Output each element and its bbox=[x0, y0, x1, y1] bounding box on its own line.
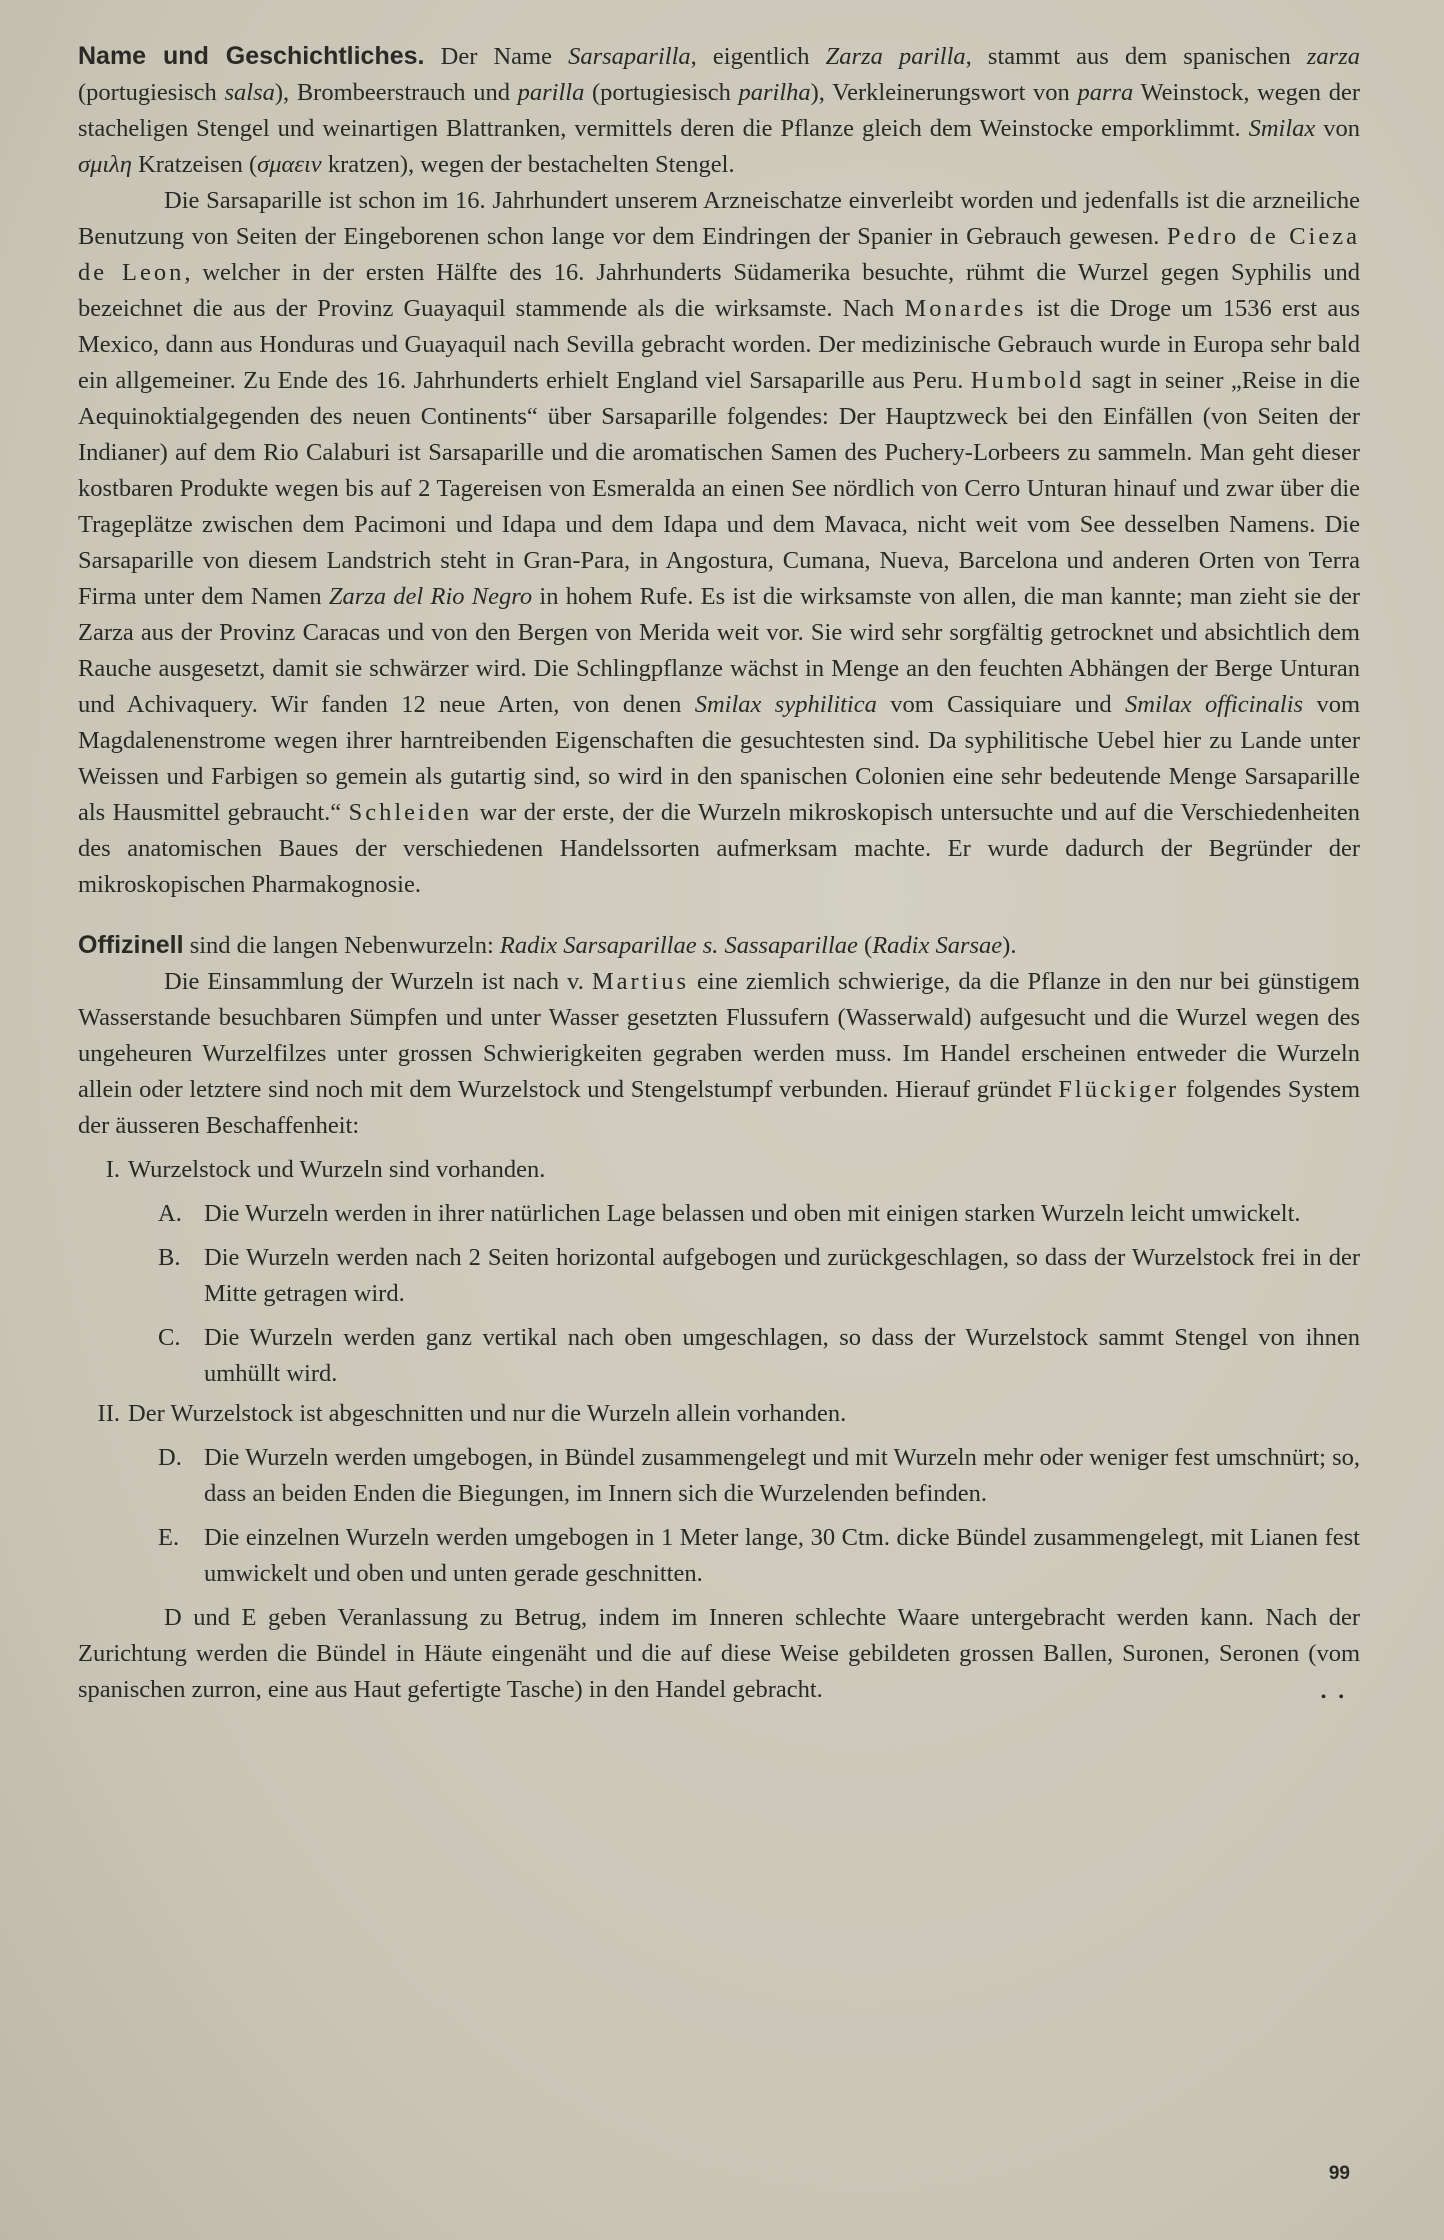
text-run: vom Cassiquiare und bbox=[876, 691, 1125, 718]
text-run: eine ziemlich schwierige, da die Pflanze in den nur bei günstigem Wasserstande besuchbaren Sümpfen und unter Wasser gesetzten Flussufern (Wasserwald) aufgesucht und die Wurzel wegen des ungeheuren Wurzelfilzes unter grossen Schwierigkeiten gegraben werden muss. Im Handel erscheinen entweder die Wurzeln allein oder letztere sind noch mit dem Wurzelstock und Stengelstumpf verbunden. Hierauf gründet bbox=[78, 968, 1360, 1103]
text-run: folgendes System der äusseren Beschaffenheit: bbox=[78, 1076, 1360, 1139]
list-item-D bbox=[78, 1440, 1360, 1512]
italic-term: Radix Sarsae bbox=[872, 932, 1003, 959]
paragraph-betrug: D und E geben Veranlassung zu Betrug, indem im Inneren schlechte Waare untergebracht werden kann. Nach der Zurichtung werden die Bündel in Häute eingenäht und die auf diese Weise gebildeten grossen Ballen, Suronen, Seronen (vom spanischen zurron, eine aus Haut gefertigte Tasche) in den Handel gebracht. bbox=[78, 1604, 1360, 1703]
spaced-name: Pedro de Cieza de Leon bbox=[78, 223, 1360, 286]
section-heading-offizinell: Offizinell bbox=[78, 931, 184, 959]
text-run: ), Verkleinerungswort von bbox=[810, 79, 1078, 106]
list-text: Die Wurzeln werden umgebogen, in Bündel zusammengelegt und mit Wurzeln mehr oder weniger fest umschnürt; so, dass an beiden Enden die Biegungen, im Innern sich die Wurzelenden befinden. bbox=[204, 1444, 1360, 1507]
spaced-name: Monardes bbox=[904, 295, 1027, 322]
paragraph-einsammlung bbox=[78, 964, 1360, 1144]
text-run: Weinstock, wegen der stacheligen Stengel und weinartigen Blattranken, vermittels deren die Pflanze gleich dem Weinstocke emporklimmt. bbox=[78, 79, 1360, 142]
list-letter: C. bbox=[158, 1324, 181, 1351]
spaced-name: Humbold bbox=[970, 367, 1085, 394]
list-item-E bbox=[78, 1520, 1360, 1592]
list-number: I. bbox=[105, 1156, 120, 1183]
list-text: Die Wurzeln werden in ihrer natürlichen Lage belassen und oben mit einigen starken Wurzeln leicht umwickelt. bbox=[204, 1200, 1301, 1227]
list-item-C bbox=[78, 1320, 1360, 1392]
text-run: vom Magdalenenstrome wegen ihrer harntreibenden Eigenschaften die gesuchtesten sind. Da syphilitische Uebel hier zu Lande unter Weissen und Farbigen so gemein als gutartig sind, so wird in den spanischen Colonien eine sehr bedeutende Menge Sarsaparille als Hausmittel gebraucht.“ bbox=[78, 691, 1360, 826]
text-run: ). bbox=[1002, 932, 1017, 959]
italic-term: parilla bbox=[517, 79, 585, 106]
list-item-B bbox=[78, 1240, 1360, 1312]
paragraph-name-history bbox=[78, 38, 1360, 183]
italic-term: Smilax syphilitica bbox=[694, 691, 877, 718]
text-run: Die Sarsaparille ist schon im 16. Jahrhundert unserem Arzneischatze einverleibt worden und jedenfalls ist die arzneiliche Benutzung von Seiten der Eingeborenen schon lange vor dem Eindringen der Spanier in Gebrauch gewesen. bbox=[78, 187, 1360, 250]
text-run: , eigentlich bbox=[690, 43, 826, 70]
italic-term: Smilax bbox=[1248, 115, 1316, 142]
list-text: Wurzelstock und Wurzeln sind vorhanden. bbox=[128, 1156, 546, 1183]
italic-term: σμιλη bbox=[78, 151, 132, 178]
classification-list bbox=[78, 1152, 1360, 1592]
text-run: ist die Droge um 1536 erst aus Mexico, dann aus Honduras und Guayaquil nach Sevilla gebracht worden. Der medizinische Gebrauch wurde in Europa sehr bald ein allgemeiner. Zu Ende des 16. Jahrhunderts erhielt England viel Sarsaparille aus Peru. bbox=[78, 295, 1360, 394]
list-item-I bbox=[78, 1152, 1360, 1188]
text-run: Der Name bbox=[424, 43, 569, 70]
text-run: (portugiesisch bbox=[584, 79, 739, 106]
list-letter: E. bbox=[158, 1524, 180, 1551]
text-run: (portugiesisch bbox=[78, 79, 225, 106]
paragraph-offizinell bbox=[78, 927, 1360, 964]
paragraph-history bbox=[78, 183, 1360, 903]
list-item-II bbox=[78, 1396, 1360, 1432]
list-text: Der Wurzelstock ist abgeschnitten und nur die Wurzeln allein vorhanden. bbox=[128, 1400, 847, 1427]
text-run: ( bbox=[857, 932, 873, 959]
list-letter: A. bbox=[158, 1200, 182, 1227]
text-run: , welcher in der ersten Hälfte des 16. Jahrhunderts Südamerika besuchte, rühmt die Wurzel gegen Syphilis und bezeichnet die aus der Provinz Guayaquil stammende als die wirksamste. Nach bbox=[78, 259, 1360, 322]
text-column bbox=[78, 38, 1360, 1708]
spaced-name: Martius bbox=[591, 968, 690, 995]
italic-term: σμαειν bbox=[257, 151, 322, 178]
text-run: ), Brombeerstrauch und bbox=[274, 79, 518, 106]
italic-term: Smilax officinalis bbox=[1125, 691, 1304, 718]
italic-term: zarza bbox=[1306, 43, 1360, 70]
list-text: Die Wurzeln werden nach 2 Seiten horizontal aufgebogen und zurückgeschlagen, so dass der Wurzelstock frei in der Mitte getragen wird. bbox=[204, 1244, 1360, 1307]
spaced-name: Schleiden bbox=[348, 799, 473, 826]
text-run: von bbox=[1315, 115, 1360, 142]
section-heading-name: Name und Geschichtliches. bbox=[78, 42, 425, 70]
list-letter: D. bbox=[158, 1444, 182, 1471]
italic-term: Radix Sarsaparillae s. Sassaparillae bbox=[499, 932, 858, 959]
text-run: Kratzeisen ( bbox=[131, 151, 258, 178]
text-run: sagt in seiner „Reise in die Aequinoktialgegenden des neuen Continents“ über Sarsaparille folgendes: Der Hauptzweck bei den Einfällen (von Seiten der Indianer) auf dem Rio Calaburi ist Sarsaparille und die aromatischen Samen des Puchery-Lorbeers zu sammeln. Man geht dieser kostbaren Produkte wegen bis auf 2 Tagereisen von Esmeralda an einen See nördlich von Cerro Unturan hinauf und zwar über die Trageplätze zwischen dem Pacimoni und Idapa und dem Idapa und dem Mavaca, nicht weit vom See desselben Namens. Die Sarsaparille von diesem Landstrich steht in Gran-Para, in Angostura, Cumana, Nueva, Barcelona und anderen Orten von Terra Firma unter dem Namen bbox=[78, 367, 1360, 610]
list-text: Die einzelnen Wurzeln werden umgebogen in 1 Meter lange, 30 Ctm. dicke Bündel zusammengelegt, mit Lianen fest umwickelt und oben und unten gerade geschnitten. bbox=[204, 1524, 1360, 1587]
list-item-A bbox=[78, 1196, 1360, 1232]
text-run: in hohem Rufe. Es ist die wirksamste von allen, die man kannte; man zieht sie der Zarza aus der Provinz Caracas und von den Bergen von Merida weit vor. Sie wird sehr sorgfältig getrocknet und absichtlich dem Rauche ausgesetzt, damit sie schwärzer wird. Die Schlingpflanze wächst in Menge an den feuchten Abhängen der Berge Unturan und Achivaquery. Wir fanden 12 neue Arten, von denen bbox=[78, 583, 1360, 718]
text-run: , stammt aus dem spanischen bbox=[965, 43, 1307, 70]
italic-term: Zarza del Rio Negro bbox=[328, 583, 533, 610]
text-run: kratzen), wegen der bestachelten Stengel. bbox=[321, 151, 735, 178]
italic-term: parra bbox=[1077, 79, 1134, 106]
list-text: Die Wurzeln werden ganz vertikal nach oben umgeschlagen, so dass der Wurzelstock sammt Stengel von ihnen umhüllt wird. bbox=[204, 1324, 1360, 1387]
page-number: 99 bbox=[1328, 2163, 1350, 2184]
text-run: Die Einsammlung der Wurzeln ist nach v. bbox=[164, 968, 592, 995]
italic-term: parilha bbox=[738, 79, 811, 106]
italic-term: Sarsaparilla bbox=[568, 43, 691, 70]
spaced-name: Flückiger bbox=[1058, 1076, 1180, 1103]
list-letter: B. bbox=[158, 1244, 181, 1271]
italic-term: salsa bbox=[224, 79, 275, 106]
text-run: sind die langen Nebenwurzeln: bbox=[183, 932, 500, 959]
text-run: war der erste, der die Wurzeln mikroskopisch untersuchte und auf die Verschiedenheiten des anatomischen Baues der verschiedenen Handelssorten aufmerksam machte. Er wurde dadurch der Begründer der mikroskopischen Pharmakognosie. bbox=[78, 799, 1360, 898]
print-speck: • • bbox=[1320, 1689, 1348, 1706]
italic-term: Zarza parilla bbox=[825, 43, 966, 70]
runs-p3 bbox=[184, 932, 1017, 959]
list-number: II. bbox=[97, 1400, 120, 1427]
